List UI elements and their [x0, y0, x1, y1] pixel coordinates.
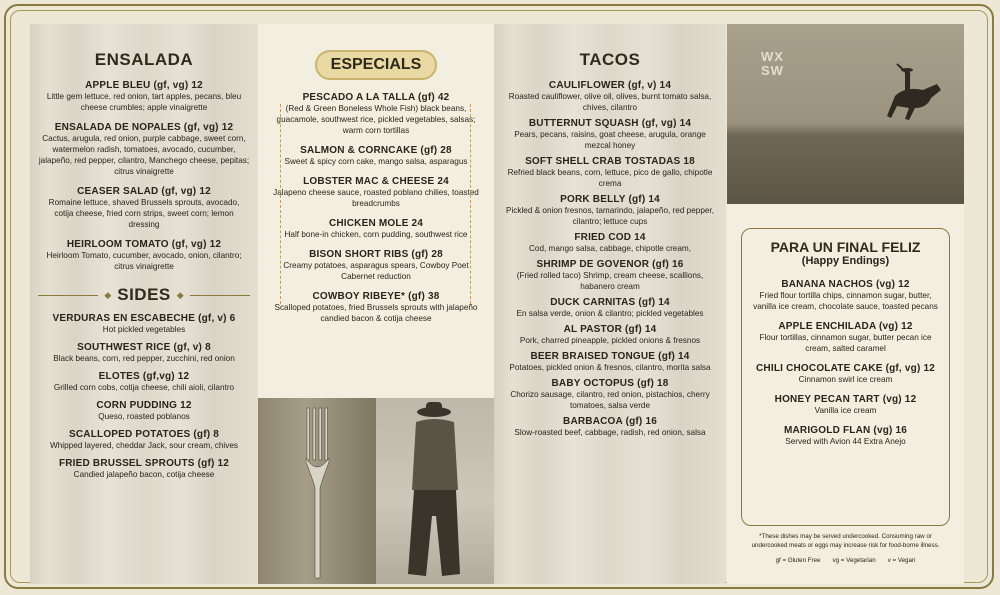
menu-item-name: PESCADO A LA TALLA (gf) 42: [302, 92, 450, 103]
menu-item-name: SCALLOPED POTATOES (gf) 8: [68, 429, 219, 440]
menu-item: [38, 313, 250, 335]
menu-item-description: Sweet & spicy corn cake, mango salsa, asparagus: [284, 157, 468, 166]
brand-logo: [761, 50, 784, 78]
tacos-title: TACOS: [579, 50, 641, 69]
menu-item-description: Queso, roasted poblanos: [98, 412, 190, 421]
menu-item-description: Vanilla ice cream: [814, 406, 877, 415]
sides-header: ◆ SIDES ◆: [38, 285, 250, 305]
menu-item-name: MARIGOLD FLAN (vg) 16: [783, 425, 908, 436]
menu-item-description: Scalloped potatoes, fried Brussels sprouts with jalapeño candied bacon & cotija cheese: [274, 303, 478, 323]
menu-item-name: SALMON & CORNCAKE (gf) 28: [300, 145, 452, 156]
menu-item: [504, 80, 716, 113]
menu-item-name: BUTTERNUT SQUASH (gf, vg) 14: [528, 118, 692, 129]
desserts-subtitle: (Happy Endings): [801, 255, 890, 267]
menu-item-description: Black beans, corn, red pepper, zucchini, red onion: [53, 354, 235, 363]
menu-item-name: CORN PUDDING 12: [96, 400, 192, 411]
cowboy-photo: [376, 398, 494, 584]
menu-item-name: CEASER SALAD (gf, vg) 12: [77, 186, 211, 197]
desserts-title: PARA UN FINAL FELIZ: [770, 239, 921, 255]
menu-item: [38, 342, 250, 364]
menu-item-name: LOBSTER MAC & CHEESE 24: [303, 176, 449, 187]
menu-item-name: BANANA NACHOS (vg) 12: [781, 279, 910, 290]
menu-item-name: BARBACOA (gf) 16: [563, 416, 657, 427]
sides-list: [38, 313, 250, 487]
diet-legend: [741, 556, 950, 565]
menu-item-description: Cod, mango salsa, cabbage, chipotle cream,: [528, 244, 692, 253]
menu-item-description: Pickled & onion fresnos, tamarindo, jalapeño, red pepper, cilantro; lettuce cups: [505, 206, 714, 226]
menu-item: [504, 194, 716, 227]
menu-item: [504, 324, 716, 346]
menu-item-description: Flour tortillas, cinnamon sugar, butter pecan ice cream, salted caramel: [759, 333, 932, 353]
menu-item-name: ENSALADA DE NOPALES (gf, vg) 12: [54, 122, 234, 133]
menu-item-name: SHRIMP DE GOVENOR (gf) 16: [536, 259, 684, 270]
menu-item-description: Chorizo sausage, cilantro, red onion, pistachios, cherry tomatoes, salsa verde: [510, 390, 710, 410]
menu-item-description: Little gem lettuce, red onion, tart apples, pecans, bleu cheese crumbles; apple vinaigrette: [46, 92, 242, 112]
menu-item-name: ELOTES (gf,vg) 12: [98, 371, 190, 382]
menu-item: [268, 249, 484, 282]
ensalada-list: [38, 80, 250, 281]
menu-item-description: Cactus, arugula, red onion, purple cabbage, sweet corn, watermelon radish, tomatoes, avocado, cucumber, jalapeño, red pepper, cilantro, Manchego cheese, pepitas; citrus vinaigrette: [38, 134, 250, 176]
menu-item: [504, 156, 716, 189]
menu-item-name: CHILI CHOCOLATE CAKE (gf, vg) 12: [756, 363, 935, 374]
menu-item-name: HEIRLOOM TOMATO (gf, vg) 12: [66, 239, 222, 250]
menu-item-description: Creamy potatoes, asparagus spears, Cowboy Poet Cabernet reduction: [283, 261, 469, 281]
menu-item: [504, 259, 716, 292]
menu-item-description: Potatoes, pickled onion & fresnos, cilantro, morita salsa: [509, 363, 711, 372]
logo-line-2: SW: [761, 63, 784, 78]
desserts-box: [741, 228, 950, 526]
especials-rule-right: [470, 104, 472, 304]
legend-vg: vg = Vegetarian: [832, 557, 876, 564]
menu-item-description: Fried flour tortilla chips, cinnamon sugar, butter, vanilla ice cream, chocolate sauce, toasted pecans: [753, 291, 938, 311]
menu-item-name: BISON SHORT RIBS (gf) 28: [309, 249, 443, 260]
menu-item-description: Pork, charred pineapple, pickled onions & fresnos: [519, 336, 701, 345]
menu-item: [38, 429, 250, 451]
menu-item-name: SOUTHWEST RICE (gf, v) 8: [77, 342, 211, 353]
rodeo-photo: [727, 24, 964, 204]
menu-item-description: Pears, pecans, raisins, goat cheese, arugula, orange mezcal honey: [514, 130, 706, 150]
menu-item-description: Roasted cauliflower, olive oil, olives, burnt tomato salsa, chives, cilantro: [508, 92, 712, 112]
menu-item: [504, 378, 716, 411]
menu-item: [750, 425, 941, 447]
menu-item-name: CHICKEN MOLE 24: [328, 218, 424, 229]
menu-item-description: (Fried rolled taco) Shrimp, cream cheese, scallions, habanero cream: [516, 271, 704, 291]
menu-item-description: En salsa verde, onion & cilantro; pickled vegetables: [516, 309, 704, 318]
menu-item: [268, 145, 484, 167]
menu-item-description: Slow-roasted beef, cabbage, radish, red onion, salsa: [514, 428, 706, 437]
menu-item-description: Romaine lettuce, shaved Brussels sprouts, avocado, cotija cheese, fried corn strips, sweet corn; lemon dressing: [48, 198, 240, 229]
menu-item: [268, 176, 484, 209]
logo-line-1: WX: [761, 49, 784, 64]
menu-item: [504, 351, 716, 373]
fork-photo: [258, 398, 376, 584]
panel-especials: [258, 24, 494, 398]
menu-item: [504, 232, 716, 254]
menu-item-name: APPLE ENCHILADA (vg) 12: [778, 321, 913, 332]
especials-banner: ESPECIALS: [315, 50, 438, 80]
menu-item-name: DUCK CARNITAS (gf) 14: [550, 297, 670, 308]
especials-list: [268, 92, 484, 333]
menu-item-description: (Red & Green Boneless Whole Fish) black beans, guacamole, southwest rice, pickled vegetables, salsas; warm corn tortillas: [276, 104, 476, 135]
menu-item-description: Served with Avion 44 Extra Anejo: [785, 437, 906, 446]
panel-tacos: [494, 24, 726, 584]
menu-item: [38, 122, 250, 177]
menu-item-description: Half bone-in chicken, corn pudding, southwest rice: [284, 230, 468, 239]
menu-item: [38, 239, 250, 272]
menu-item: [504, 416, 716, 438]
menu-item: [268, 218, 484, 240]
menu-item-description: Refried black beans, corn, lettuce, pico de gallo, chipotle crema: [507, 168, 713, 188]
menu-item-description: Cinnamon swirl ice cream: [798, 375, 893, 384]
menu-item-name: FRIED COD 14: [574, 232, 646, 243]
menu-item: [38, 186, 250, 230]
menu-item-description: Whipped layered, cheddar Jack, sour cream, chives: [50, 441, 238, 450]
menu-item-name: AL PASTOR (gf) 14: [563, 324, 657, 335]
menu-item-description: Hot pickled vegetables: [102, 325, 186, 334]
tacos-list: [504, 80, 716, 443]
menu-item: [38, 458, 250, 480]
menu-item-name: VERDURAS EN ESCABECHE (gf, v) 6: [52, 313, 236, 324]
panel-ensalada-sides: [30, 24, 258, 584]
menu-item-name: BABY OCTOPUS (gf) 18: [551, 378, 669, 389]
legend-v: v = Vegan: [887, 557, 916, 564]
menu-item-name: HONEY PECAN TART (vg) 12: [774, 394, 917, 405]
menu-item-description: Candied jalapeño bacon, cotija cheese: [73, 470, 215, 479]
menu-item: [38, 371, 250, 393]
menu-item-name: COWBOY RIBEYE* (gf) 38: [312, 291, 440, 302]
especials-rule-left: [280, 104, 282, 304]
sides-title: SIDES: [117, 285, 171, 304]
menu-item-name: APPLE BLEU (gf, vg) 12: [85, 80, 203, 91]
menu-item: [38, 400, 250, 422]
legend-gf: gf = Gluten Free: [775, 557, 821, 564]
menu-item-description: Grilled corn cobs, cotija cheese, chili aioli, cilantro: [53, 383, 235, 392]
menu-item: [750, 394, 941, 416]
menu-item: [504, 297, 716, 319]
menu-item-name: BEER BRAISED TONGUE (gf) 14: [530, 351, 690, 362]
menu-item-name: SOFT SHELL CRAB TOSTADAS 18: [525, 156, 695, 167]
menu-item-name: CAULIFLOWER (gf, v) 14: [548, 80, 672, 91]
menu-item-name: FRIED BRUSSEL SPROUTS (gf) 12: [58, 458, 230, 469]
panel-desserts: [727, 204, 964, 584]
menu-item-name: PORK BELLY (gf) 14: [560, 194, 660, 205]
menu-item: [504, 118, 716, 151]
menu-item-description: Heirloom Tomato, cucumber, avocado, onion, cilantro; citrus vinaigrette: [46, 251, 242, 271]
menu-item: [750, 279, 941, 312]
ensalada-title: ENSALADA: [94, 50, 194, 69]
menu-item: [750, 363, 941, 385]
menu-item-description: Jalapeno cheese sauce, roasted poblano chilies, toasted breadcrumbs: [273, 188, 479, 208]
menu-item: [38, 80, 250, 113]
footnote: *These dishes may be served undercooked. Consuming raw or undercooked meats or eggs may increase risk for food-borne illness.: [751, 533, 940, 549]
menu-item: [750, 321, 941, 354]
desserts-list: [750, 279, 941, 456]
menu-item: [268, 92, 484, 136]
menu-item: [268, 291, 484, 324]
